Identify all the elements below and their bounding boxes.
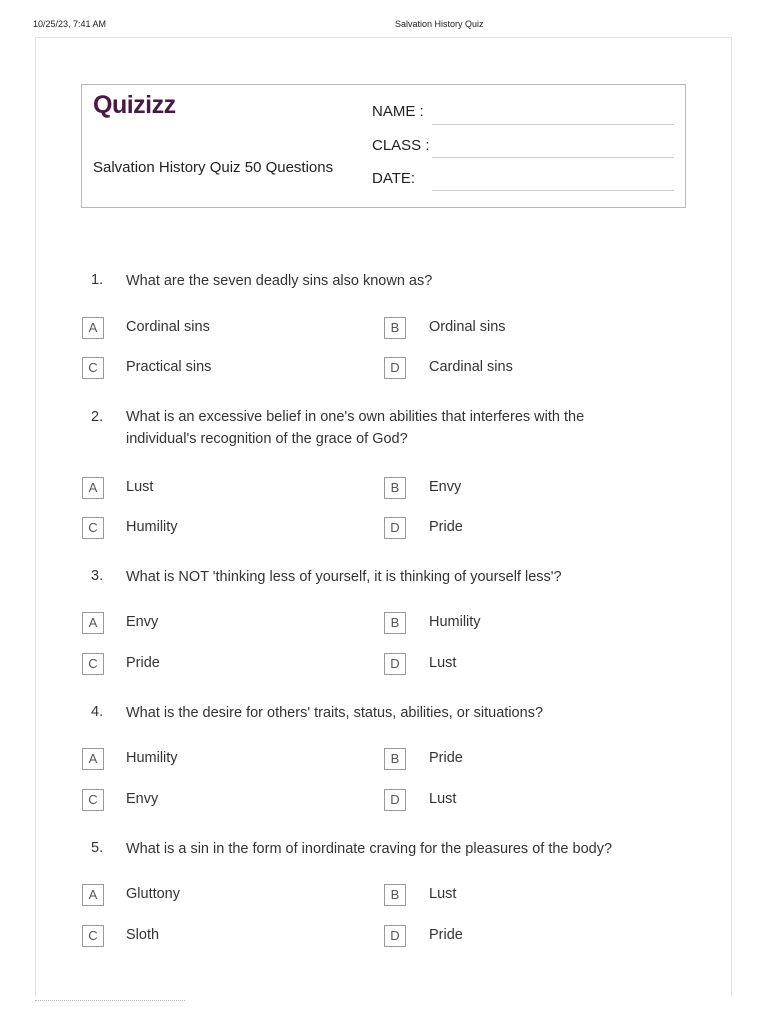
option-letter-box[interactable]: B	[384, 612, 406, 634]
option-text: Humility	[126, 519, 178, 535]
print-footer-divider	[35, 1000, 185, 1004]
question-text: What is NOT 'thinking less of yourself, it is thinking of yourself less'?	[126, 569, 562, 585]
option-letter-box[interactable]: B	[384, 884, 406, 906]
option-letter-box[interactable]: D	[384, 653, 406, 675]
option-text: Ordinal sins	[429, 319, 506, 335]
option-text: Pride	[429, 750, 463, 766]
option-text: Pride	[429, 519, 463, 535]
class-field-line[interactable]	[432, 157, 674, 158]
option-text: Humility	[429, 614, 481, 630]
class-label: CLASS :	[372, 137, 430, 154]
option-text: Cardinal sins	[429, 359, 513, 375]
option-letter-box[interactable]: D	[384, 517, 406, 539]
option-text: Lust	[429, 791, 457, 807]
option-letter-box[interactable]: A	[82, 612, 104, 634]
option-text: Lust	[429, 886, 457, 902]
option-letter-box[interactable]: B	[384, 748, 406, 770]
option-text: Humility	[126, 750, 178, 766]
print-date: 10/25/23, 7:41 AM	[33, 19, 107, 29]
name-field-line[interactable]	[432, 124, 674, 125]
question-number: 4.	[91, 704, 104, 720]
option-letter-box[interactable]: C	[82, 925, 104, 947]
print-title: Salvation History Quiz	[395, 19, 484, 29]
option-text: Envy	[429, 479, 462, 495]
question-number: 1.	[91, 272, 104, 288]
quizizz-logo: Quizizz	[93, 91, 176, 119]
option-letter-box[interactable]: B	[384, 317, 406, 339]
option-letter-box[interactable]: C	[82, 653, 104, 675]
quiz-header	[81, 84, 686, 208]
option-text: Cordinal sins	[126, 319, 210, 335]
name-label: NAME :	[372, 103, 424, 120]
question-text: What is an excessive belief in one's own abilities that interferes with the individual's recognition of the grace of God?	[126, 409, 585, 447]
option-letter-box[interactable]: D	[384, 789, 406, 811]
option-letter-box[interactable]: A	[82, 317, 104, 339]
option-letter-box[interactable]: C	[82, 517, 104, 539]
option-text: Pride	[429, 927, 463, 943]
option-letter-box[interactable]: D	[384, 357, 406, 379]
print-header	[0, 19, 768, 31]
option-text: Practical sins	[126, 359, 212, 375]
option-text: Envy	[126, 791, 159, 807]
question-number: 3.	[91, 568, 104, 584]
option-letter-box[interactable]: A	[82, 477, 104, 499]
question-text: What are the seven deadly sins also known as?	[126, 273, 433, 289]
option-text: Lust	[429, 655, 457, 671]
quiz-title: Salvation History Quiz 50 Questions	[93, 159, 334, 176]
option-text: Pride	[126, 655, 160, 671]
option-text: Gluttony	[126, 886, 180, 902]
option-text: Sloth	[126, 927, 160, 943]
option-text: Envy	[126, 614, 159, 630]
option-letter-box[interactable]: A	[82, 748, 104, 770]
option-letter-box[interactable]: B	[384, 477, 406, 499]
option-letter-box[interactable]: C	[82, 789, 104, 811]
question-number: 5.	[91, 840, 104, 856]
option-letter-box[interactable]: A	[82, 884, 104, 906]
question-text: What is a sin in the form of inordinate craving for the pleasures of the body?	[126, 841, 613, 857]
question-number: 2.	[91, 409, 104, 425]
option-text: Lust	[126, 479, 154, 495]
option-letter-box[interactable]: C	[82, 357, 104, 379]
question-text: What is the desire for others' traits, status, abilities, or situations?	[126, 705, 544, 721]
date-label: DATE:	[372, 170, 416, 187]
date-field-line[interactable]	[432, 190, 674, 191]
option-letter-box[interactable]: D	[384, 925, 406, 947]
